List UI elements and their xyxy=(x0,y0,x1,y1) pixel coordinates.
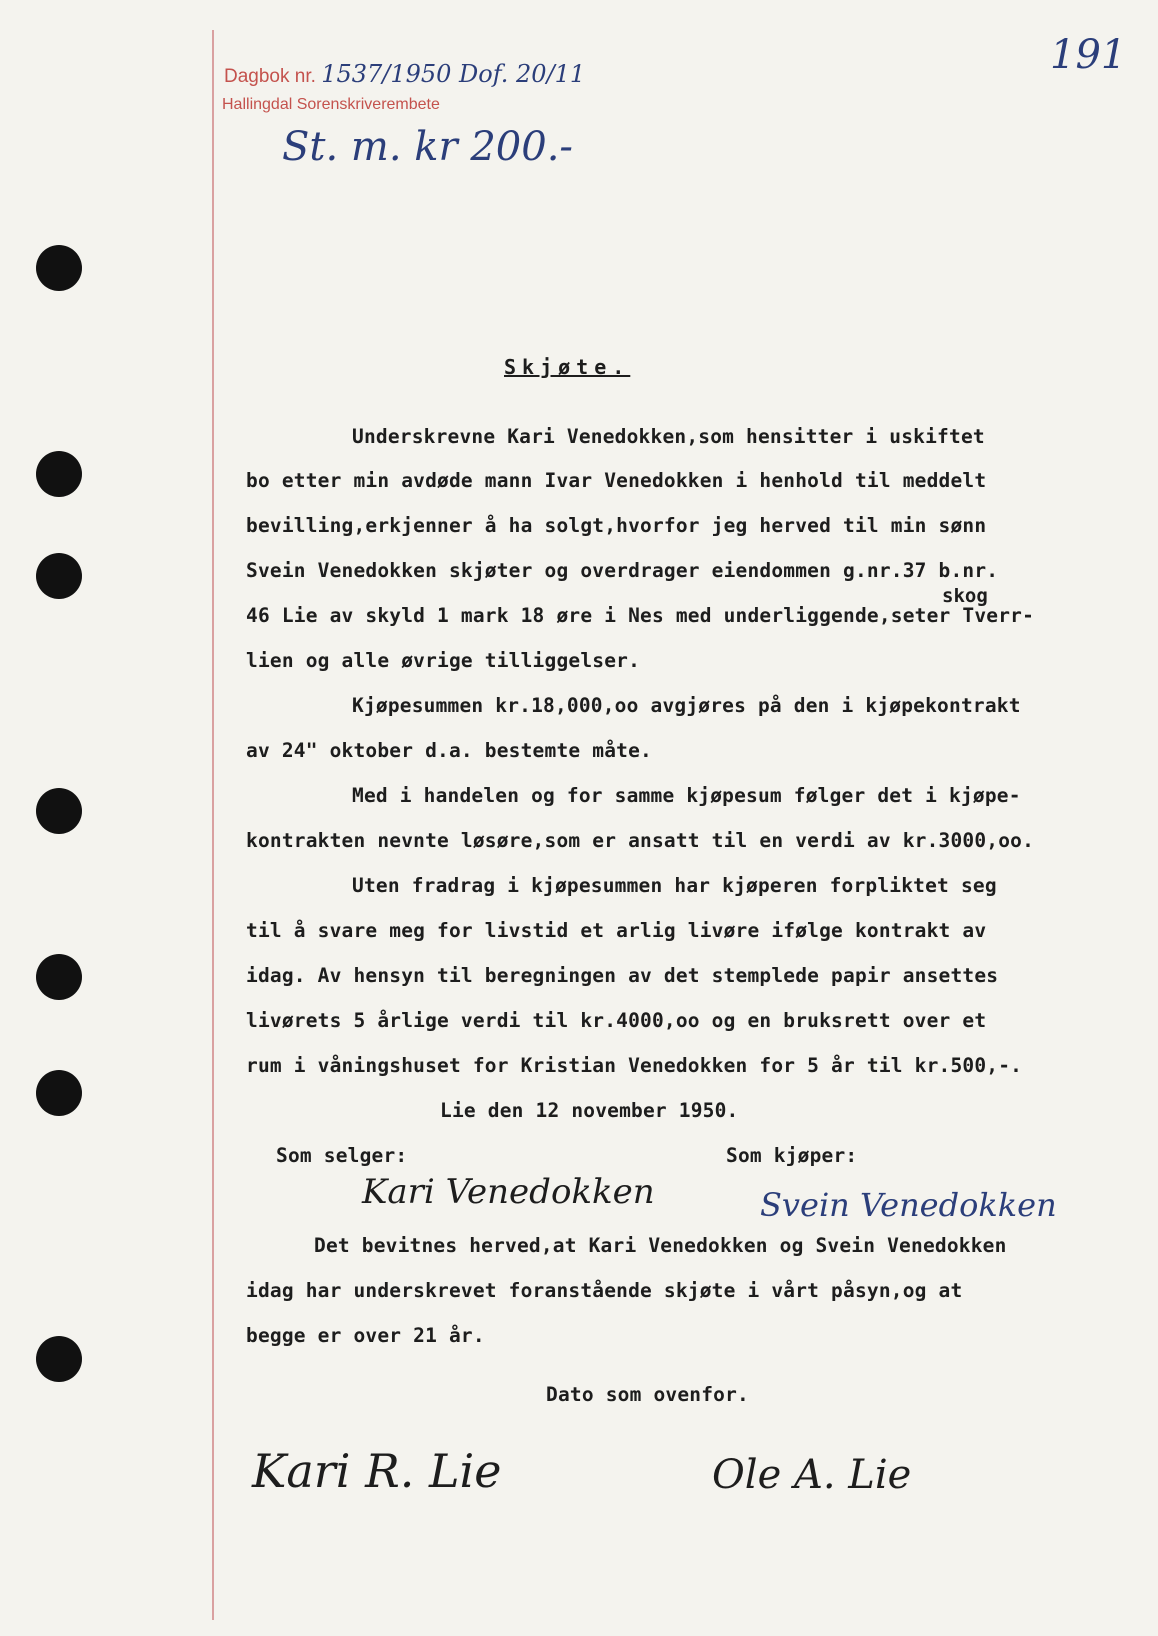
page-number: 191 xyxy=(1050,32,1127,78)
body-line: lien og alle øvrige tilliggelser. xyxy=(246,649,641,672)
journal-stamp xyxy=(224,60,585,88)
body-line: 46 Lie av skyld 1 mark 18 øre i Nes med underliggende,seter Tverr- xyxy=(246,604,1035,627)
journal-stamp-label: Dagbok nr. xyxy=(224,66,316,87)
punch-hole xyxy=(36,1336,82,1382)
witness-line: Det bevitnes herved,at Kari Venedokken og Svein Venedokken xyxy=(314,1234,1007,1257)
punch-hole xyxy=(36,788,82,834)
seller-signature: Kari Venedokken xyxy=(362,1172,655,1212)
witness-line: idag har underskrevet foranstående skjøte i vårt påsyn,og at xyxy=(246,1279,963,1302)
body-line: bo etter min avdøde mann Ivar Venedokken i henhold til meddelt xyxy=(246,469,987,492)
date-line: Lie den 12 november 1950. xyxy=(440,1099,739,1122)
body-line: rum i våningshuset for Kristian Venedokken for 5 år til kr.500,-. xyxy=(246,1054,1023,1077)
margin-rule xyxy=(212,30,214,1620)
document-title: Skjøte. xyxy=(504,355,631,379)
body-line: av 24" oktober d.a. bestemte måte. xyxy=(246,739,652,762)
body-line: til å svare meg for livstid et arlig livøre ifølge kontrakt av xyxy=(246,919,987,942)
body-line: livørets 5 årlige verdi til kr.4000,oo og en bruksrett over et xyxy=(246,1009,987,1032)
body-line: idag. Av hensyn til beregningen av det stemplede papir ansettes xyxy=(246,964,999,987)
witness-signature-2: Ole A. Lie xyxy=(712,1452,912,1498)
witness-signature-1: Kari R. Lie xyxy=(252,1444,502,1498)
body-line: Med i handelen og for samme kjøpesum følger det i kjøpe- xyxy=(352,784,1021,807)
insertion-note: skog xyxy=(942,585,988,607)
buyer-signature: Svein Venedokken xyxy=(760,1186,1057,1224)
punch-hole xyxy=(36,1070,82,1116)
body-line: Svein Venedokken skjøter og overdrager eiendommen g.nr.37 b.nr. xyxy=(246,559,999,582)
body-line: Uten fradrag i kjøpesummen har kjøperen forpliktet seg xyxy=(352,874,997,897)
punch-hole xyxy=(36,553,82,599)
body-line: Underskrevne Kari Venedokken,som hensitter i uskiftet xyxy=(352,425,985,448)
punch-hole xyxy=(36,954,82,1000)
punch-hole xyxy=(36,451,82,497)
body-line: bevilling,erkjenner å ha solgt,hvorfor jeg herved til min sønn xyxy=(246,514,987,537)
witness-line: begge er over 21 år. xyxy=(246,1324,485,1347)
body-line: Kjøpesummen kr.18,000,oo avgjøres på den i kjøpekontrakt xyxy=(352,694,1021,717)
punch-hole xyxy=(36,245,82,291)
fee-note: St. m. kr 200.- xyxy=(282,124,573,170)
journal-entry-handwritten: 1537/1950 Dof. 20/11 xyxy=(321,60,586,88)
dated-line: Dato som ovenfor. xyxy=(546,1383,749,1406)
buyer-label: Som kjøper: xyxy=(726,1144,858,1167)
office-stamp: Hallingdal Sorenskriverembete xyxy=(222,96,440,113)
body-line: kontrakten nevnte løsøre,som er ansatt til en verdi av kr.3000,oo. xyxy=(246,829,1035,852)
seller-label: Som selger: xyxy=(276,1144,408,1167)
